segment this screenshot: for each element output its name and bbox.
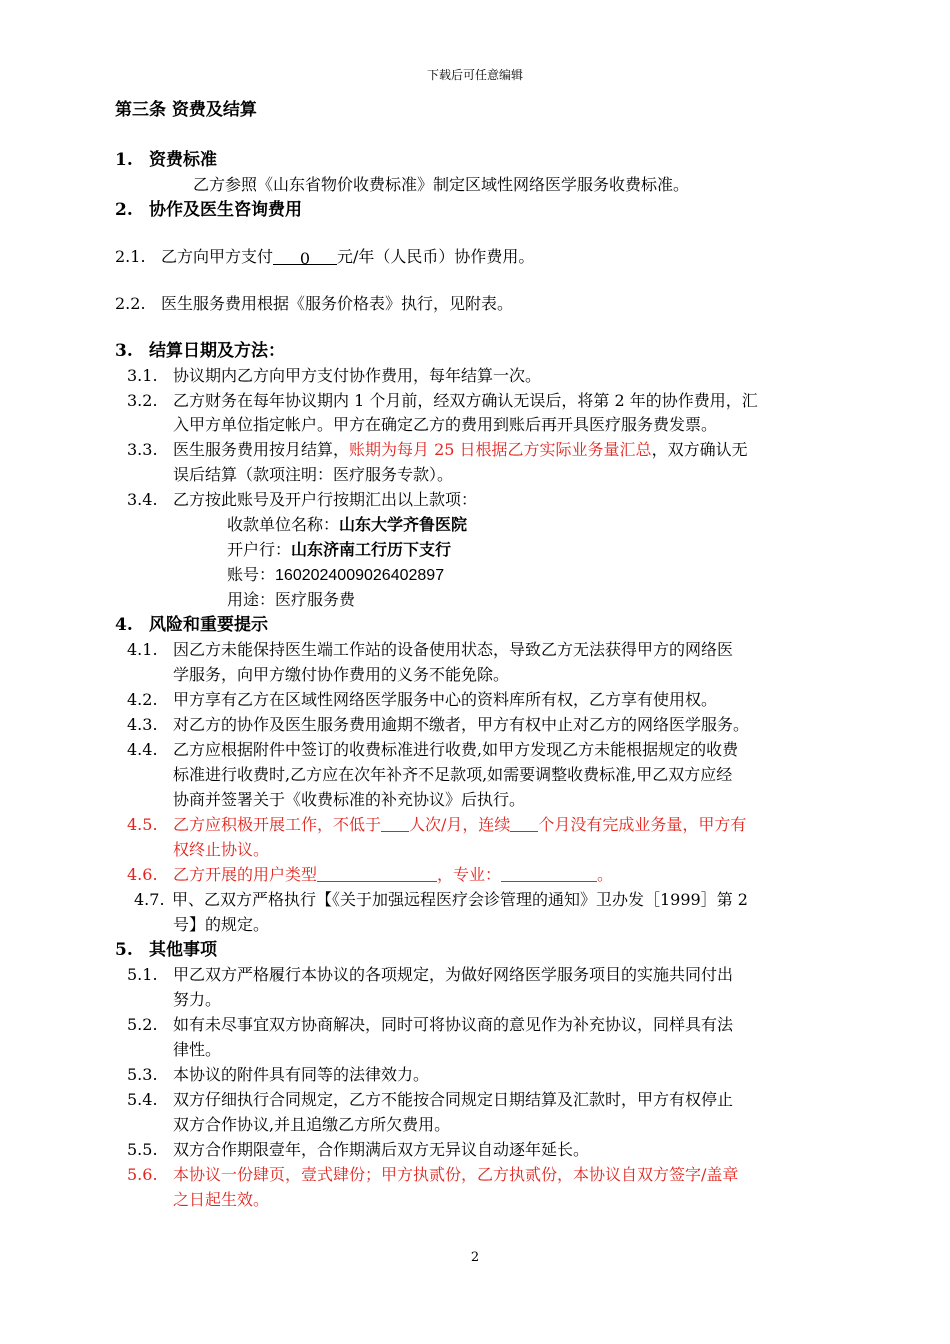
clause-4-7-cont: 号】的规定。 (173, 915, 270, 934)
clause-5-5: 5.5. 双方合作期限壹年，合作期满后双方无异议自动逐年延长。 (127, 1140, 590, 1159)
page-header: 下载后可任意编辑 (426, 68, 523, 82)
clause-4-5-cont: 权终止协议。 (173, 840, 270, 859)
clause-5-1: 5.1. 甲乙双方严格履行本协议的各项规定，为做好网络医学服务项目的实施共同付出 (127, 965, 734, 984)
section-5-heading: 5. 其他事项 (115, 940, 217, 960)
clause-3-3: 3.3. 医生服务费用按月结算，账期为每月 25 日根据乙方实际业务量汇总，双方确认无 (127, 440, 748, 459)
section-4-heading: 4. 风险和重要提示 (115, 615, 268, 635)
clause-3-2-cont: 入甲方单位指定帐户。甲方在确定乙方的费用到账后再开具医疗服务费发票。 (173, 415, 718, 434)
clause-5-1-cont: 努力。 (173, 990, 222, 1009)
clause-4-4-cont-1: 标准进行收费时,乙方应在次年补齐不足款项,如需要调整收费标准,甲乙双方应经 (173, 765, 733, 784)
clause-5-2: 5.2. 如有未尽事宜双方协商解决，同时可将协议商的意见作为补充协议，同样具有法 (127, 1015, 734, 1034)
clause-4-4: 4.4. 乙方应根据附件中签订的收费标准进行收费,如甲方发现乙方未能根据规定的收费 (127, 740, 739, 759)
page-number: 2 (470, 1250, 480, 1265)
clause-5-2-cont: 律性。 (173, 1040, 222, 1059)
section-1-heading: 1. 资费标准 (115, 150, 217, 170)
clause-5-6: 5.6. 本协议一份肆页，壹式肆份；甲方执贰份，乙方执贰份，本协议自双方签字/盖章 (127, 1165, 739, 1184)
clause-4-3: 4.3. 对乙方的协作及医生服务费用逾期不缴者，甲方有权中止对乙方的网络医学服务。 (127, 715, 750, 734)
clause-4-6: 4.6. 乙方开展的用户类型 ，专业： 。 (127, 865, 614, 884)
persons-blank (381, 815, 409, 832)
section-3-heading: 3. 结算日期及方法： (115, 341, 285, 361)
article-title: 第三条 资费及结算 (115, 100, 257, 120)
clause-4-1-cont: 学服务，向甲方缴付协作费用的义务不能免除。 (173, 665, 510, 684)
section-1-text: 乙方参照《山东省物价收费标准》制定区域性网络医学服务收费标准。 (193, 175, 690, 194)
payee-line: 收款单位名称：山东大学齐鲁医院 (227, 515, 468, 534)
clause-4-4-cont-2: 协商并签署关于《收费标准的补充协议》后执行。 (173, 790, 526, 809)
payee-name: 山东大学齐鲁医院 (339, 515, 468, 534)
clause-4-1: 4.1. 因乙方未能保持医生端工作站的设备使用状态，导致乙方无法获得甲方的网络医 (127, 640, 734, 659)
clause-2-2: 2.2. 医生服务费用根据《服务价格表》执行，见附表。 (115, 294, 514, 313)
clause-4-2: 4.2. 甲方享有乙方在区域性网络医学服务中心的资料库所有权，乙方享有使用权。 (127, 690, 718, 709)
clause-4-5: 4.5. 乙方应积极开展工作，不低于 人次/月，连续 个月没有完成业务量，甲方有 (127, 815, 747, 834)
clause-4-7: 4.7. 甲、乙双方严格执行【《关于加强远程医疗会诊管理的通知》卫办发［1999］第 2 (134, 890, 748, 909)
account-number: 1602024009026402897 (275, 567, 445, 584)
clause-3-4: 3.4. 乙方按此账号及开户行按期汇出以上款项： (127, 490, 478, 509)
clause-3-1: 3.1. 协议期内乙方向甲方支付协作费用，每年结算一次。 (127, 366, 542, 385)
bank-line: 开户行：山东济南工行历下支行 (227, 540, 452, 559)
clause-5-6-cont: 之日起生效。 (173, 1190, 270, 1209)
bank-name: 山东济南工行历下支行 (291, 540, 452, 559)
user-type-blank (317, 865, 437, 882)
clause-5-4: 5.4. 双方仔细执行合同规定，乙方不能按合同规定日期结算及汇款时，甲方有权停止 (127, 1090, 734, 1109)
usage-line: 用途：医疗服务费 (227, 590, 356, 609)
specialty-blank (501, 865, 597, 882)
section-2-heading: 2. 协作及医生咨询费用 (115, 200, 302, 220)
months-blank (510, 815, 538, 832)
fee-blank: 0 (273, 248, 337, 265)
clause-5-4-cont: 双方合作协议,并且追缴乙方所欠费用。 (173, 1115, 451, 1134)
account-line: 账号：1602024009026402897 (227, 565, 445, 584)
clause-3-2: 3.2. 乙方财务在每年协议期内 1 个月前，经双方确认无误后，将第 2 年的协作费用，汇 (127, 391, 758, 410)
clause-2-1: 2.1. 乙方向甲方支付 0 元/年（人民币）协作费用。 (115, 247, 535, 268)
clause-3-3-cont: 误后结算（款项注明：医疗服务专款）。 (173, 465, 454, 484)
clause-5-3: 5.3. 本协议的附件具有同等的法律效力。 (127, 1065, 430, 1084)
